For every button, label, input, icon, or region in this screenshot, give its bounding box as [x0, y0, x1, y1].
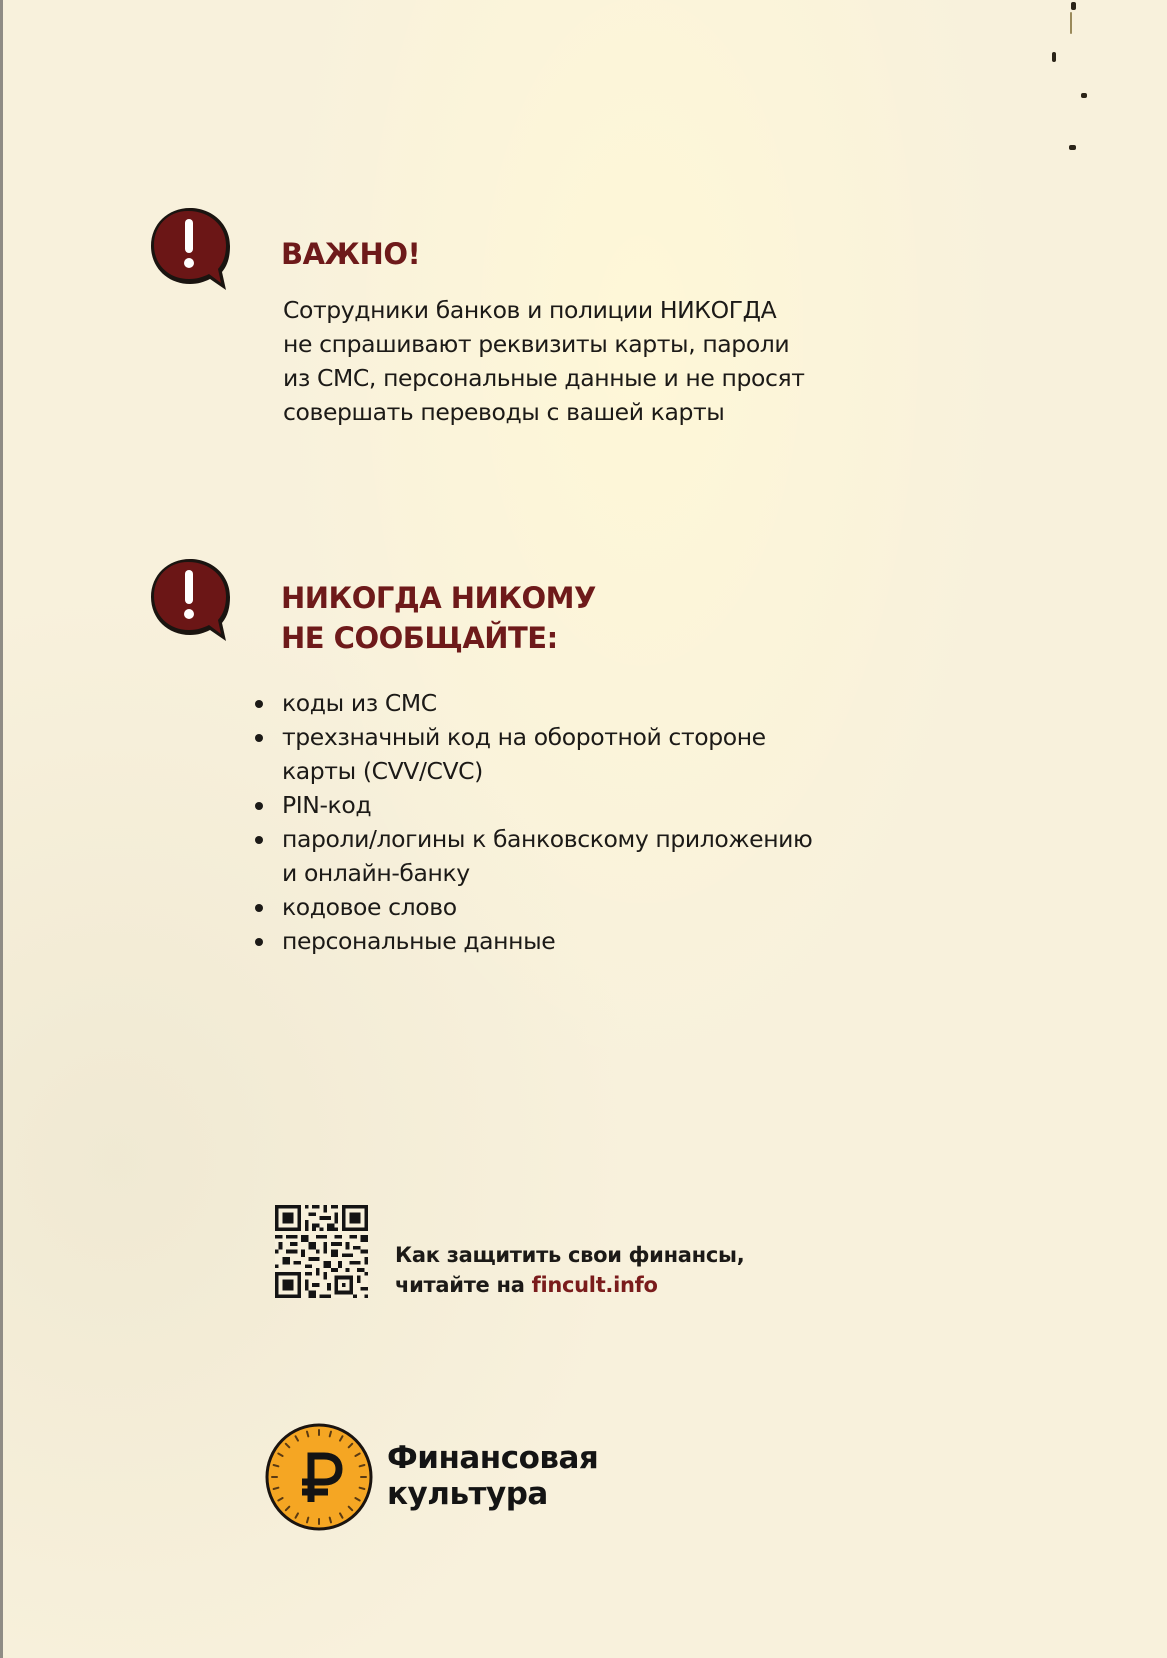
never-heading-line: НИКОГДА НИКОМУ	[281, 581, 596, 615]
scan-speck	[1081, 93, 1087, 98]
bullet-icon	[255, 802, 263, 810]
bullet-icon	[255, 904, 263, 912]
never-heading-line: НЕ СООБЩАЙТЕ:	[281, 621, 558, 655]
list-item	[253, 890, 812, 924]
scan-speck	[1052, 52, 1056, 62]
logo-line-1: Финансовая	[387, 1440, 599, 1476]
list-item-text: PIN-код	[282, 791, 372, 819]
list-item-text: кодовое слово	[282, 893, 457, 921]
important-body-line: не спрашивают реквизиты карты, пароли	[283, 330, 790, 358]
list-item-text: карты (CVV/CVC)	[282, 757, 483, 785]
important-body	[283, 293, 805, 429]
scan-speck	[1071, 2, 1076, 10]
important-heading: ВАЖНО!	[281, 237, 421, 271]
bullet-icon	[255, 734, 263, 742]
important-body-line: Сотрудники банков и полиции НИКОГДА	[283, 296, 777, 324]
scan-speck	[1070, 12, 1072, 34]
fincult-logo-text	[387, 1440, 598, 1512]
list-item-text: трехзначный код на оборотной стороне	[282, 723, 766, 751]
important-body-line: из СМС, персональные данные и не просят	[283, 364, 805, 392]
ruble-coin-icon	[264, 1422, 374, 1532]
never-heading	[281, 578, 596, 658]
fincult-info-text	[395, 1240, 744, 1300]
bullet-icon	[255, 836, 263, 844]
list-item	[253, 720, 812, 788]
info-line-1: Как защитить свои финансы,	[395, 1243, 745, 1267]
exclamation-speech-bubble-icon	[146, 555, 234, 645]
bullet-icon	[255, 938, 263, 946]
bullet-icon	[255, 700, 263, 708]
scan-edge	[0, 0, 3, 1658]
list-item-text: пароли/логины к банковскому приложению	[282, 825, 813, 853]
never-share-list	[253, 686, 812, 958]
list-item	[253, 924, 812, 958]
scan-speck	[1069, 145, 1076, 150]
list-item-text: персональные данные	[282, 927, 556, 955]
info-line-2	[395, 1270, 744, 1300]
list-item-text: коды из СМС	[282, 689, 437, 717]
exclamation-speech-bubble-icon	[146, 204, 234, 294]
qr-code-icon[interactable]	[275, 1205, 368, 1298]
list-item	[253, 822, 812, 890]
logo-line-2: культура	[387, 1476, 548, 1512]
fincult-link[interactable]: fincult.info	[531, 1273, 658, 1297]
list-item-text: и онлайн-банку	[282, 859, 470, 887]
info-line-2-prefix: читайте на	[395, 1273, 532, 1297]
important-body-line: совершать переводы с вашей карты	[283, 398, 725, 426]
list-item	[253, 788, 812, 822]
list-item	[253, 686, 812, 720]
